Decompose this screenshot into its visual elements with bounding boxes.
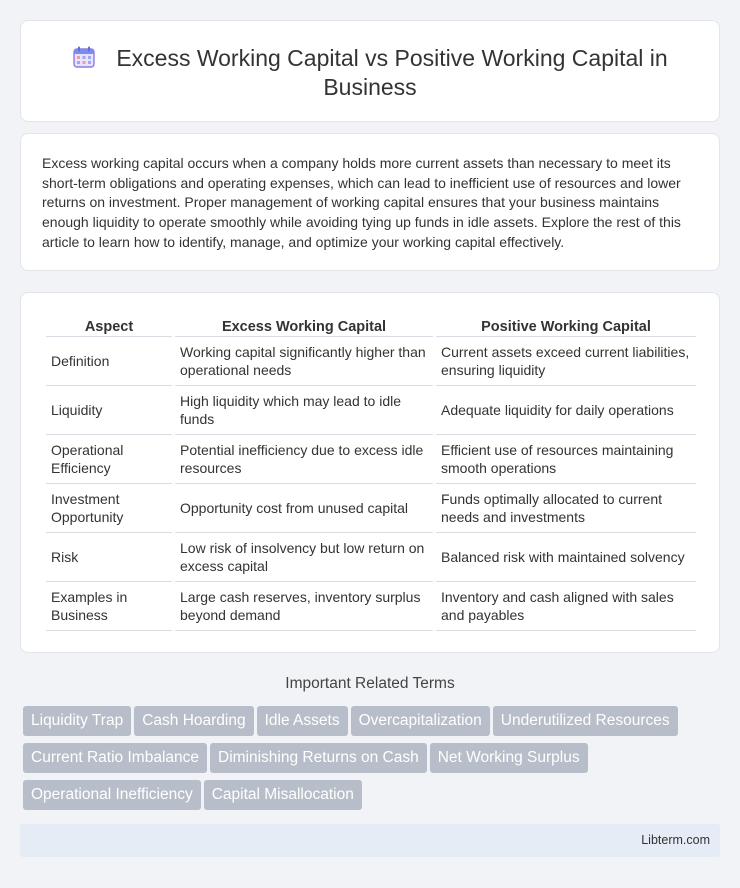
cell-positive: Current assets exceed current liabilities, ensuring liquidity: [436, 337, 696, 386]
term-tag[interactable]: Current Ratio Imbalance: [23, 743, 207, 773]
table-row: [46, 533, 696, 582]
term-tag[interactable]: Liquidity Trap: [23, 706, 131, 736]
cell-excess: Working capital significantly higher than operational needs: [175, 337, 433, 386]
cell-excess: Opportunity cost from unused capital: [175, 484, 433, 533]
title-line-2: Business: [323, 74, 417, 100]
cell-excess: High liquidity which may lead to idle funds: [175, 386, 433, 435]
table-row: [46, 582, 696, 631]
cell-excess: Low risk of insolvency but low return on excess capital: [175, 533, 433, 582]
cell-positive: Inventory and cash aligned with sales and payables: [436, 582, 696, 631]
table-row: [46, 337, 696, 386]
intro-card: [20, 133, 720, 271]
term-tag[interactable]: Capital Misallocation: [204, 780, 362, 810]
cell-aspect: Liquidity: [46, 386, 172, 435]
table-row: [46, 435, 696, 484]
term-tag[interactable]: Cash Hoarding: [134, 706, 253, 736]
table-header-row: [46, 315, 696, 337]
page-title: [21, 44, 719, 102]
cell-aspect: Investment Opportunity: [46, 484, 172, 533]
cell-positive: Adequate liquidity for daily operations: [436, 386, 696, 435]
term-tag[interactable]: Diminishing Returns on Cash: [210, 743, 427, 773]
header-aspect: Aspect: [46, 315, 172, 337]
header-positive: Positive Working Capital: [436, 315, 696, 337]
cell-aspect: Definition: [46, 337, 172, 386]
cell-positive: Balanced risk with maintained solvency: [436, 533, 696, 582]
cell-aspect: Examples in Business: [46, 582, 172, 631]
header-card: [20, 20, 720, 122]
table-row: [46, 484, 696, 533]
title-line-1: Excess Working Capital vs Positive Working Capital in: [116, 45, 668, 71]
term-tag[interactable]: Overcapitalization: [351, 706, 490, 736]
footer-site-link[interactable]: Libterm.com: [641, 833, 710, 847]
term-tag[interactable]: Idle Assets: [257, 706, 348, 736]
comparison-card: [20, 292, 720, 653]
cell-aspect: Operational Efficiency: [46, 435, 172, 484]
cell-positive: Funds optimally allocated to current needs and investments: [436, 484, 696, 533]
table-row: [46, 386, 696, 435]
calendar-icon: [72, 45, 96, 69]
header-excess: Excess Working Capital: [175, 315, 433, 337]
comparison-table: [43, 315, 699, 631]
term-tag[interactable]: Net Working Surplus: [430, 743, 588, 773]
related-terms-list: [23, 706, 723, 817]
cell-excess: Large cash reserves, inventory surplus beyond demand: [175, 582, 433, 631]
footer: [20, 824, 720, 857]
term-tag[interactable]: Underutilized Resources: [493, 706, 678, 736]
related-terms-title: Important Related Terms: [285, 675, 455, 692]
cell-positive: Efficient use of resources maintaining smooth operations: [436, 435, 696, 484]
term-tag[interactable]: Operational Inefficiency: [23, 780, 201, 810]
intro-paragraph: Excess working capital occurs when a company holds more current assets than necessary to meet its short-term obligations and operating expenses, which can lead to inefficient use of resources and lower returns on investment. Proper management of working capital ensures that your business maintains enough liquidity to operate smoothly while avoiding tying up funds in idle assets. Explore the rest of this article to learn how to identify, manage, and optimize your working capital effectively.: [42, 155, 681, 250]
cell-excess: Potential inefficiency due to excess idle resources: [175, 435, 433, 484]
cell-aspect: Risk: [46, 533, 172, 582]
